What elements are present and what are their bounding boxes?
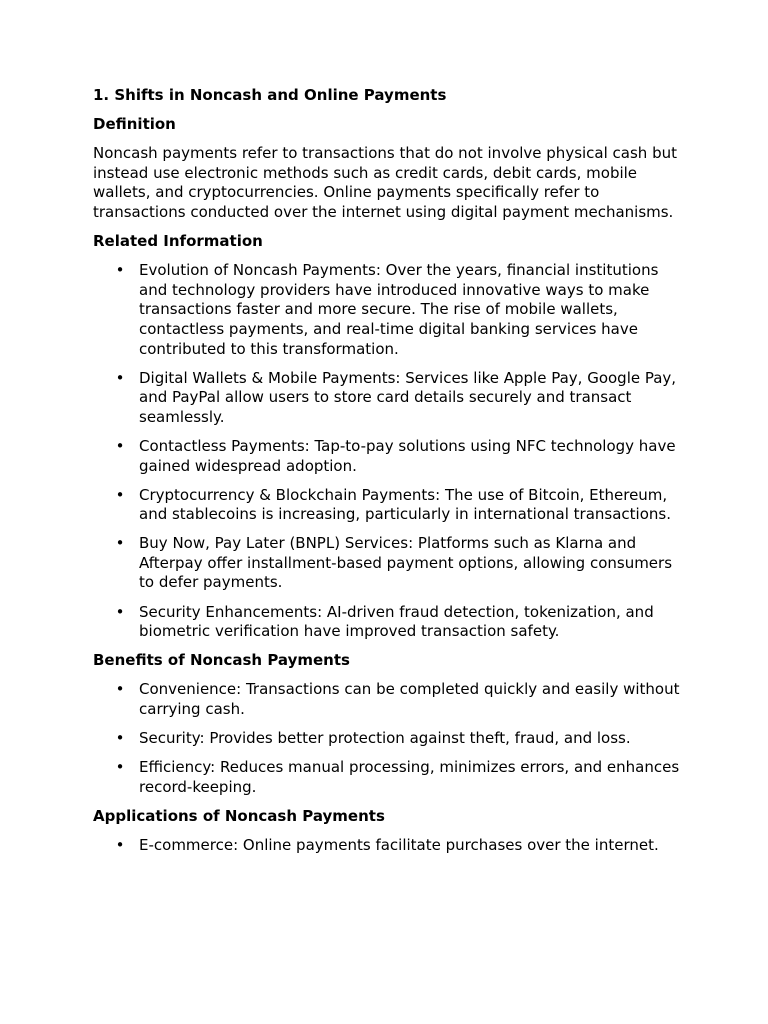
bullet-icon: • <box>115 602 125 621</box>
definition-text: Noncash payments refer to transactions that do not involve physical cash but instead use electronic methods such as credit cards, debit cards, mobile wallets, and cryptocurrencies. Online payments specifically refer to transactions conducted over the internet using digital payment mechanisms. <box>93 144 677 221</box>
list-item-text: Convenience: Transactions can be completed quickly and easily without carrying cash. <box>139 680 680 718</box>
list-item-text: Cryptocurrency & Blockchain Payments: The use of Bitcoin, Ethereum, and stablecoins is increasing, particularly in international transactions. <box>139 485 671 524</box>
bullet-icon: • <box>115 368 125 387</box>
list-item <box>93 486 683 525</box>
document-title: 1. Shifts in Noncash and Online Payments <box>93 86 447 104</box>
related-information-heading: Related Information <box>93 232 263 251</box>
bullet-icon: • <box>115 261 125 280</box>
bullet-icon: • <box>115 835 125 854</box>
bullet-icon: • <box>115 680 125 699</box>
definition-heading: Definition <box>93 115 176 134</box>
list-item-text: Security Enhancements: AI-driven fraud detection, tokenization, and biometric verification have improved transaction safety. <box>139 602 654 641</box>
applications-list <box>93 836 683 856</box>
list-item-text: Evolution of Noncash Payments: Over the years, financial institutions and technology providers have introduced innovative ways to make transactions faster and more secure. The rise of mobile wallets, contactless payments, and real-time digital banking services have contributed to this transformation. <box>139 261 659 358</box>
list-item-text: Digital Wallets & Mobile Payments: Services like Apple Pay, Google Pay, and PayPal allow users to store card details securely and transact seamlessly. <box>139 368 677 426</box>
list-item-text: Contactless Payments: Tap-to-pay solutions using NFC technology have gained widespread adoption. <box>139 436 676 475</box>
list-item <box>93 729 683 749</box>
benefits-list <box>93 680 683 797</box>
bullet-icon: • <box>115 729 125 748</box>
list-item <box>93 680 683 719</box>
list-item <box>93 369 683 428</box>
list-item <box>93 437 683 476</box>
list-item-text: E-commerce: Online payments facilitate purchases over the internet. <box>139 835 659 854</box>
list-item-text: Buy Now, Pay Later (BNPL) Services: Platforms such as Klarna and Afterpay offer installment-based payment options, allowing consumers to defer payments. <box>139 534 673 592</box>
bullet-icon: • <box>115 436 125 455</box>
list-item <box>93 758 683 797</box>
list-item <box>93 261 683 359</box>
bullet-icon: • <box>115 758 125 777</box>
list-item <box>93 534 683 593</box>
document-content <box>93 86 683 865</box>
list-item-text: Security: Provides better protection against theft, fraud, and loss. <box>139 729 631 748</box>
bullet-icon: • <box>115 534 125 553</box>
list-item <box>93 836 683 856</box>
related-information-list <box>93 261 683 642</box>
applications-heading: Applications of Noncash Payments <box>93 806 385 825</box>
list-item-text: Efficiency: Reduces manual processing, minimizes errors, and enhances record-keeping. <box>139 758 680 796</box>
bullet-icon: • <box>115 485 125 504</box>
benefits-heading: Benefits of Noncash Payments <box>93 651 350 670</box>
list-item <box>93 603 683 642</box>
